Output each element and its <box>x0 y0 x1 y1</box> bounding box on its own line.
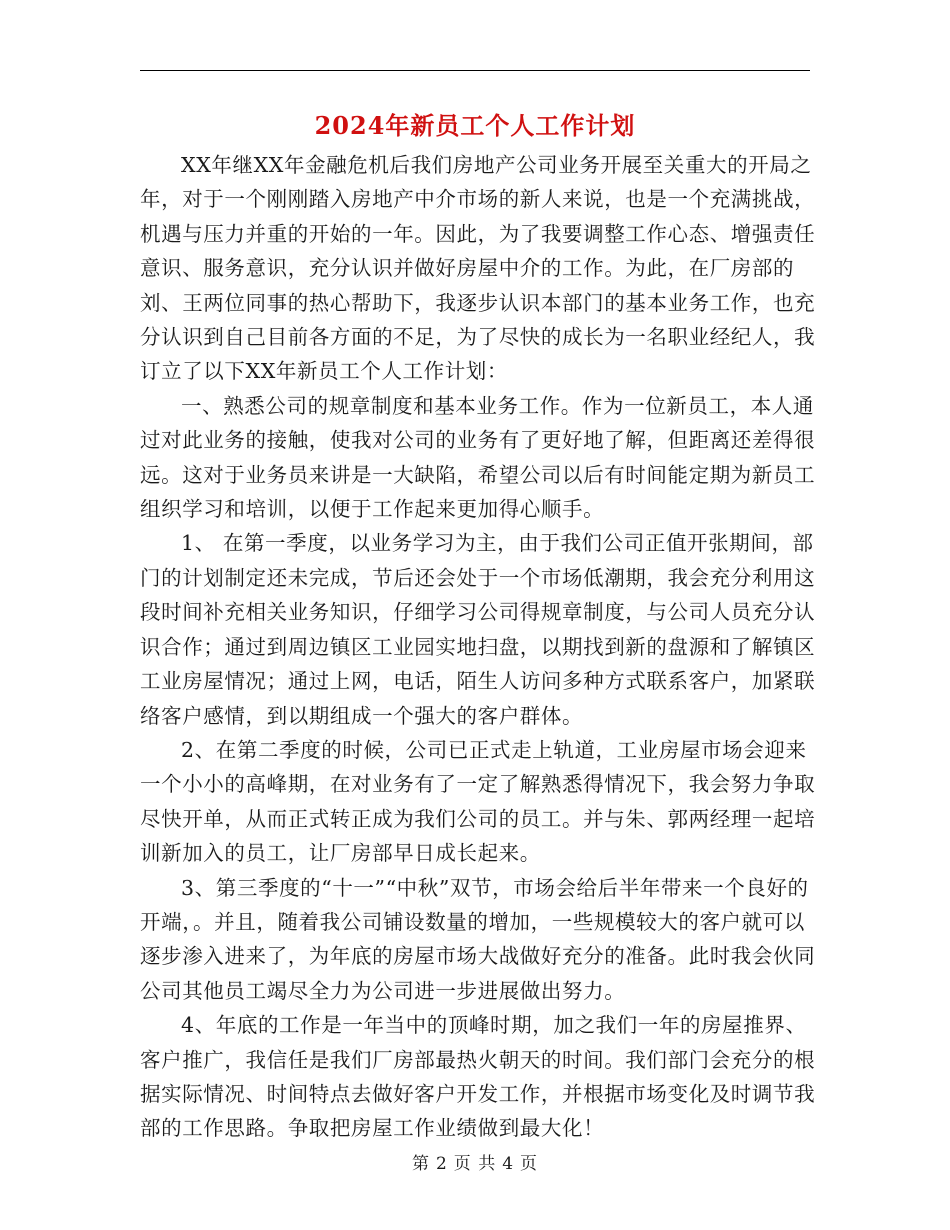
page-footer <box>140 1152 810 1176</box>
paragraph-q2: 2、在第二季度的时候，公司已正式走上轨道，工业房屋市场会迎来一个小小的高峰期，在对业务有了一定了解熟悉得情况下，我会努力争取尽快开单，从而正式转正成为我们公司的员工。并与朱、郭两经理一起培训新加入的员工，让厂房部早日成长起来。 <box>140 737 816 866</box>
footer-total-pages: 4 <box>502 1154 515 1174</box>
paragraph-intro: XX年继XX年金融危机后我们房地产公司业务开展至关重大的开局之年，对于一个刚刚踏入房地产中介市场的新人来说，也是一个充满挑战，机遇与压力并重的开始的一年。因此，为了我要调整工作心态、增强责任意识、服务意识，充分认识并做好房屋中介的工作。为此，在厂房部的刘、王两位同事的热心帮助下，我逐步认识本部门的基本业务工作，也充分认识到自己目前各方面的不足，为了尽快的成长为一名职业经纪人，我订立了以下XX年新员工个人工作计划： <box>140 153 816 384</box>
paragraph-q3: 3、第三季度的“十一”“中秋”双节，市场会给后半年带来一个良好的开端，。并且，随着我公司铺设数量的增加，一些规模较大的客户就可以逐步渗入进来了，为年底的房屋市场大战做好充分的准备。此时我会伙同公司其他员工竭尽全力为公司进一步进展做出努力。 <box>140 875 816 1003</box>
document-body <box>140 148 824 1146</box>
header-rule <box>140 70 810 71</box>
footer-suffix: 页 <box>520 1154 539 1174</box>
footer-prefix: 第 <box>411 1154 430 1174</box>
footer-middle: 页 共 <box>453 1154 497 1174</box>
paragraph-q1: 1、 在第一季度，以业务学习为主，由于我们公司正值开张期间，部门的计划制定还未完成，节后还会处于一个市场低潮期，我会充分利用这段时间补充相关业务知识，仔细学习公司得规章制度，与公司人员充分认识合作；通过到周边镇区工业园实地扫盘，以期找到新的盘源和了解镇区工业房屋情况；通过上网，电话，陌生人访问多种方式联系客户，加紧联络客户感情，到以期组成一个强大的客户群体。 <box>140 531 816 728</box>
document-title: 2024年新员工个人工作计划 <box>314 111 636 140</box>
paragraph-q4: 4、年底的工作是一年当中的顶峰时期，加之我们一年的房屋推界、客户推广，我信任是我们厂房部最热火朝天的时间。我们部门会充分的根据实际情况、时间特点去做好客户开发工作，并根据市场变化及时调节我部的工作思路。争取把房屋工作业绩做到最大化！ <box>140 1013 816 1141</box>
paragraph-section-1: 一、熟悉公司的规章制度和基本业务工作。作为一位新员工，本人通过对此业务的接触，使我对公司的业务有了更好地了解，但距离还差得很远。这对于业务员来讲是一大缺陷，希望公司以后有时间能定期为新员工组织学习和培训，以便于工作起来更加得心顺手。 <box>140 393 816 522</box>
footer-page-number: 2 <box>435 1154 448 1174</box>
